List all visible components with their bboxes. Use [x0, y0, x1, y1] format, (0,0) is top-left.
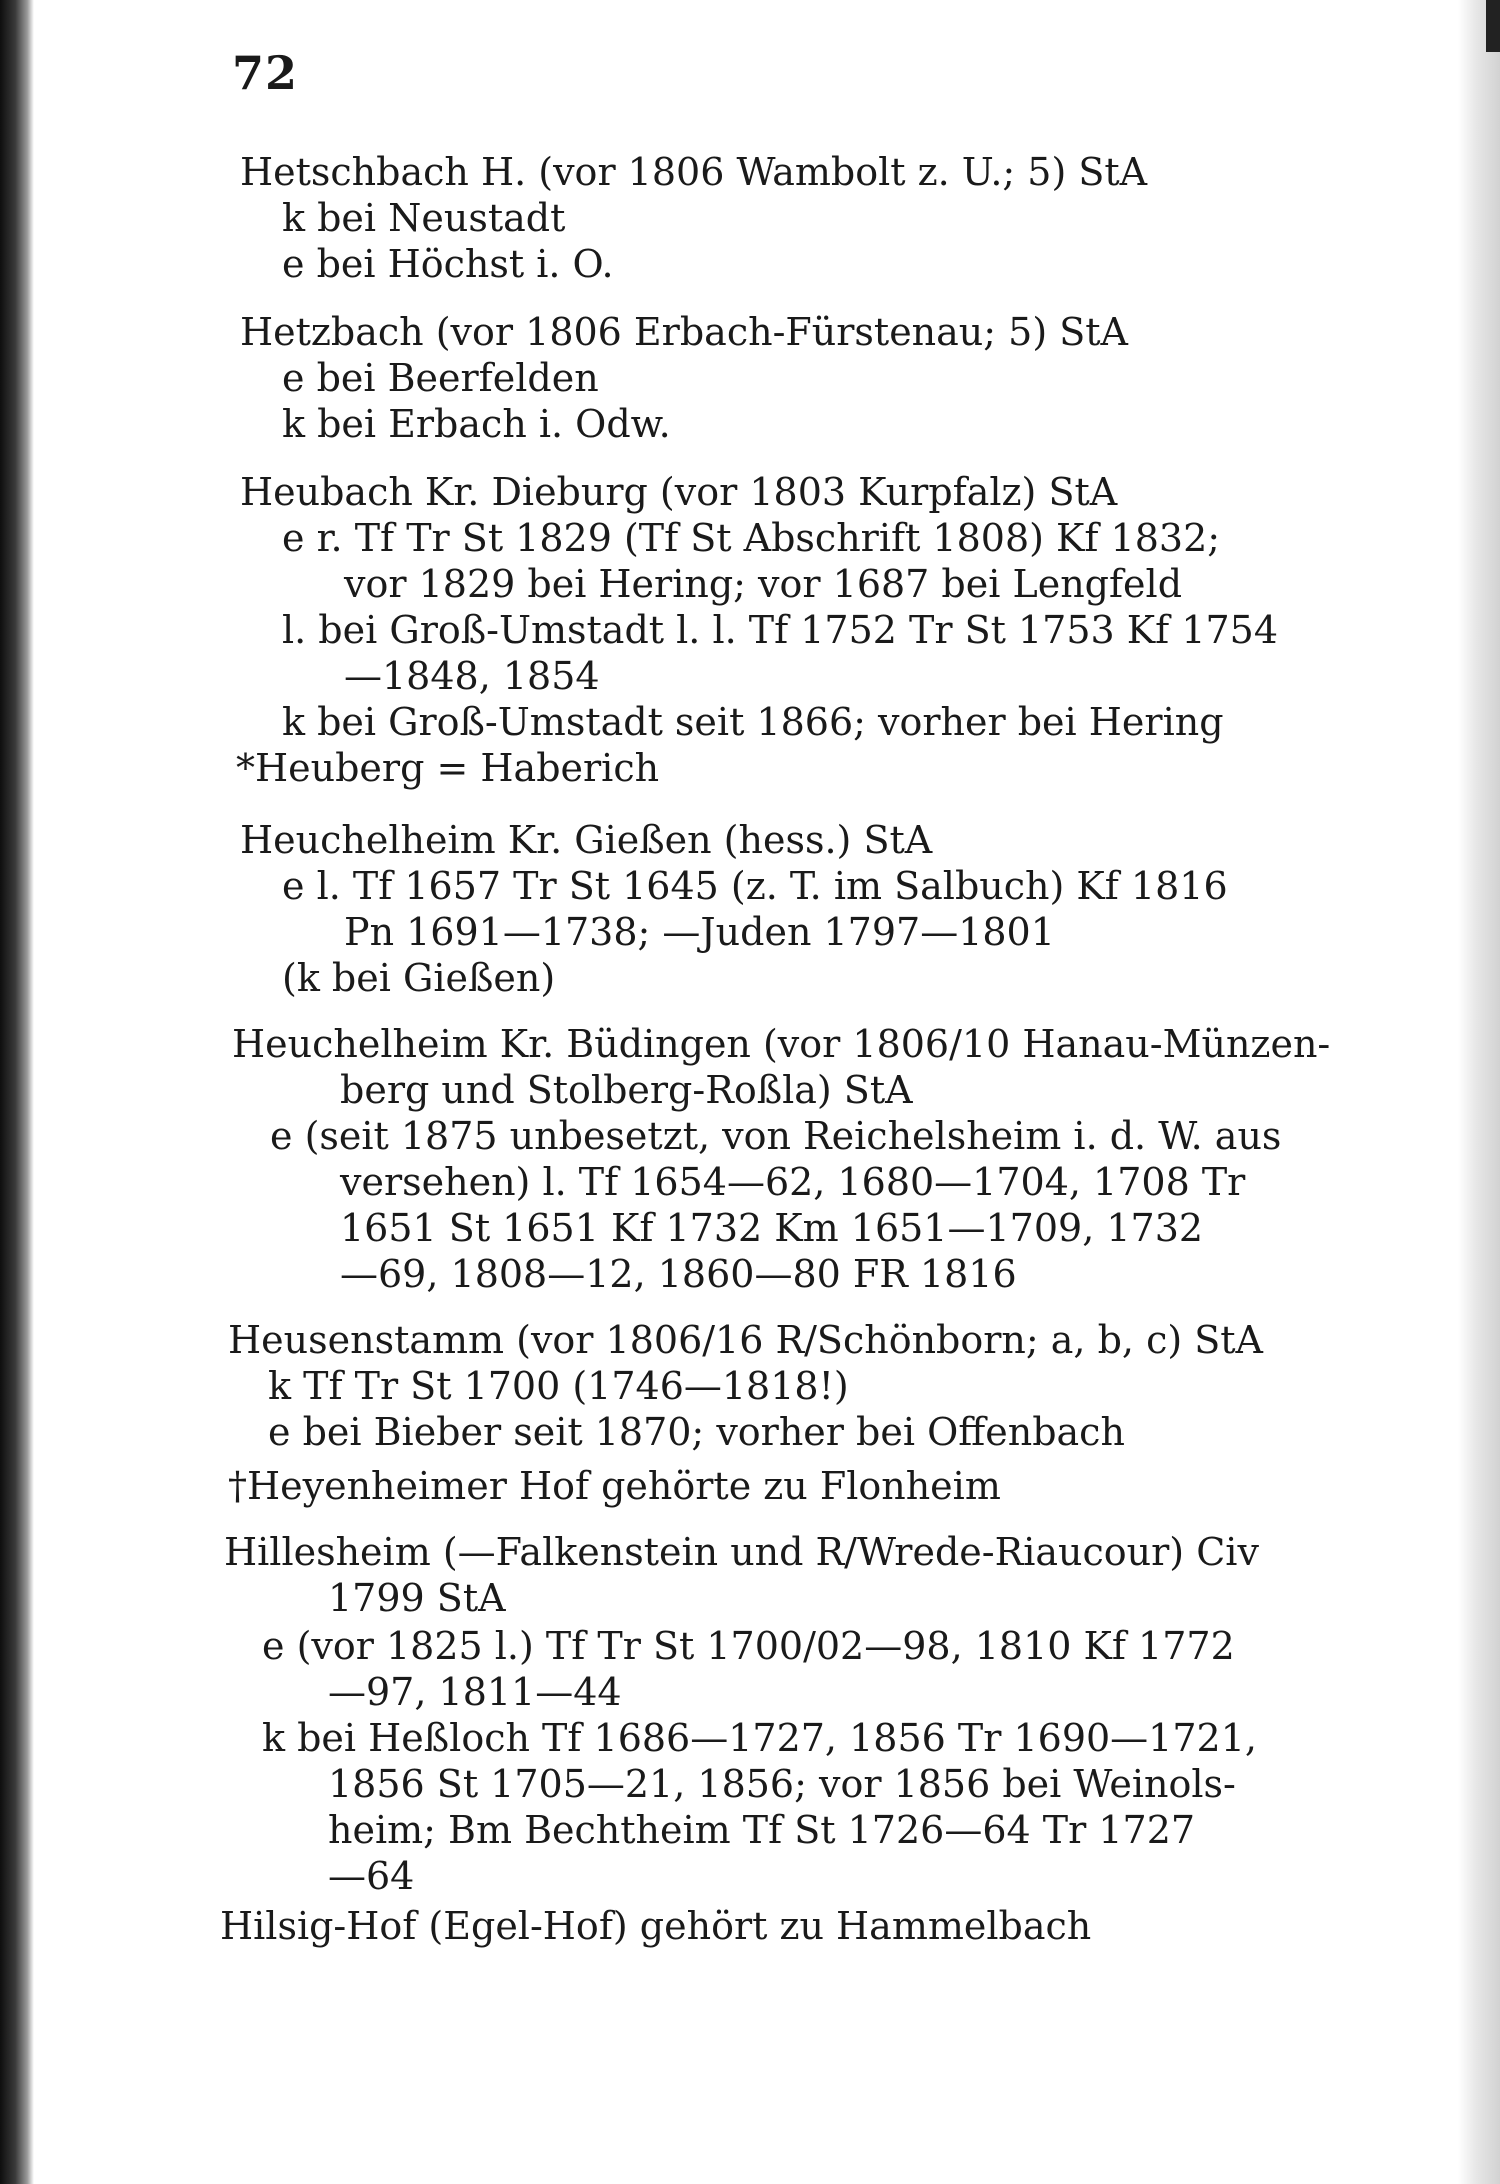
entry-detail-line: 1799 StA [328, 1576, 506, 1620]
entry-detail-line: —64 [328, 1854, 415, 1898]
entry-detail-line: l. bei Groß-Umstadt l. l. Tf 1752 Tr St 1753 Kf 1754 [282, 608, 1279, 652]
entry-detail-line: (k bei Gießen) [282, 956, 556, 1000]
entry-detail-line: k bei Heßloch Tf 1686—1727, 1856 Tr 1690—1721, [262, 1716, 1257, 1760]
cross-reference-line: Hilsig-Hof (Egel-Hof) gehört zu Hammelbach [220, 1904, 1092, 1948]
entry-heading-line: Heuchelheim Kr. Gießen (hess.) StA [240, 818, 933, 862]
entry-detail-line: e bei Bieber seit 1870; vorher bei Offenbach [268, 1410, 1125, 1454]
entry-detail-line: k Tf Tr St 1700 (1746—1818!) [268, 1364, 849, 1408]
entry-detail-line: e l. Tf 1657 Tr St 1645 (z. T. im Salbuch) Kf 1816 [282, 864, 1228, 908]
entry-detail-line: k bei Groß-Umstadt seit 1866; vorher bei Hering [282, 700, 1224, 744]
entry-detail-line: e (vor 1825 l.) Tf Tr St 1700/02—98, 1810 Kf 1772 [262, 1624, 1235, 1668]
entry-detail-line: e bei Höchst i. O. [282, 242, 614, 286]
entry-detail-line: e (seit 1875 unbesetzt, von Reichelsheim i. d. W. aus [270, 1114, 1282, 1158]
entry-heading-line: Hetzbach (vor 1806 Erbach-Fürstenau; 5) StA [240, 310, 1128, 354]
book-spine-shadow [0, 0, 34, 2184]
entry-detail-line: k bei Erbach i. Odw. [282, 402, 671, 446]
entry-detail-line: e bei Beerfelden [282, 356, 599, 400]
page-edge-mark [1486, 0, 1500, 52]
page-edge-shadow [1458, 0, 1500, 2184]
entry-detail-line: 1651 St 1651 Kf 1732 Km 1651—1709, 1732 [340, 1206, 1204, 1250]
entry-detail-line: k bei Neustadt [282, 196, 566, 240]
entry-heading-line: Heuchelheim Kr. Büdingen (vor 1806/10 Hanau-Münzen- [232, 1022, 1331, 1066]
entry-heading-line: Heusenstamm (vor 1806/16 R/Schönborn; a, b, c) StA [228, 1318, 1263, 1362]
entry-detail-line: heim; Bm Bechtheim Tf St 1726—64 Tr 1727 [328, 1808, 1196, 1852]
cross-reference-line: *Heuberg = Haberich [236, 746, 660, 790]
entry-detail-line: —1848, 1854 [344, 654, 600, 698]
entry-detail-line: —69, 1808—12, 1860—80 FR 1816 [340, 1252, 1017, 1296]
entry-detail-line: versehen) l. Tf 1654—62, 1680—1704, 1708 Tr [340, 1160, 1246, 1204]
page-number: 72 [232, 46, 299, 100]
cross-reference-line: †Heyenheimer Hof gehörte zu Flonheim [228, 1464, 1001, 1508]
entry-heading-line: Hillesheim (—Falkenstein und R/Wrede-Riaucour) Civ [224, 1530, 1259, 1574]
entry-heading-line: Hetschbach H. (vor 1806 Wambolt z. U.; 5) StA [240, 150, 1148, 194]
entry-detail-line: vor 1829 bei Hering; vor 1687 bei Lengfeld [344, 562, 1183, 606]
entry-heading-line: Heubach Kr. Dieburg (vor 1803 Kurpfalz) StA [240, 470, 1118, 514]
entry-detail-line: Pn 1691—1738; —Juden 1797—1801 [344, 910, 1055, 954]
entry-detail-line: —97, 1811—44 [328, 1670, 622, 1714]
entry-detail-line: 1856 St 1705—21, 1856; vor 1856 bei Weinols- [328, 1762, 1236, 1806]
entry-detail-line: e r. Tf Tr St 1829 (Tf St Abschrift 1808) Kf 1832; [282, 516, 1221, 560]
entry-detail-line: berg und Stolberg-Roßla) StA [340, 1068, 913, 1112]
